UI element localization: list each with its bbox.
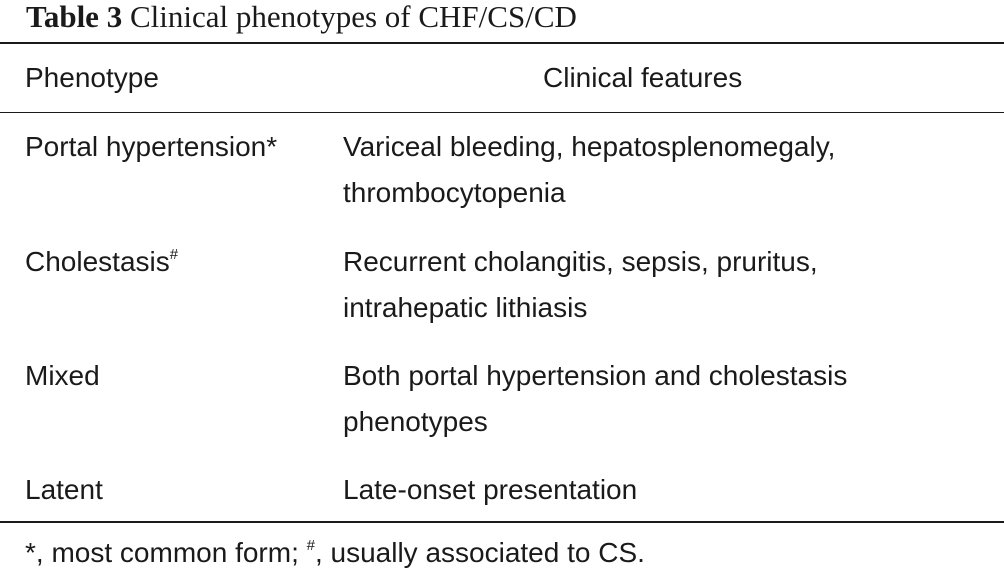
table-footnote: [25, 530, 645, 576]
row-phenotype-mixed: [25, 353, 100, 399]
header-rule: [0, 112, 1004, 113]
phenotype-mark: *: [266, 131, 278, 162]
row-features-line: Both portal hypertension and cholestasis: [343, 360, 848, 391]
footnote-mark-hash: #: [306, 537, 315, 554]
footnote-mark-asterisk: *: [25, 537, 36, 568]
row-features-line: Late-onset presentation: [343, 474, 638, 505]
table-number: Table 3: [26, 0, 123, 34]
phenotype-label: Latent: [25, 474, 103, 505]
table-title: Clinical phenotypes of CHF/CS/CD: [129, 0, 577, 34]
row-features-line: thrombocytopenia: [343, 177, 566, 208]
row-features-line: Recurrent cholangitis, sepsis, pruritus,: [343, 246, 818, 277]
phenotype-label: Cholestasis: [25, 246, 170, 277]
row-features-line: phenotypes: [343, 406, 488, 437]
row-phenotype-cholestasis: [25, 239, 178, 285]
row-features-line: Variceal bleeding, hepatosplenomegaly,: [343, 131, 836, 162]
row-features-line: intrahepatic lithiasis: [343, 292, 588, 323]
bottom-rule: [0, 521, 1004, 523]
phenotype-mark: #: [169, 246, 179, 263]
table-caption: [26, 0, 577, 34]
row-phenotype-latent: [25, 467, 103, 513]
row-phenotype-portal-hypertension: [25, 124, 277, 170]
phenotype-label: Mixed: [25, 360, 100, 391]
header-clinical-features: Clinical features: [543, 62, 743, 93]
footnote-text: , most common form;: [35, 537, 307, 568]
footnote-text: , usually associated to CS.: [314, 537, 645, 568]
header-phenotype: Phenotype: [25, 62, 159, 93]
top-rule: [0, 42, 1004, 44]
phenotype-label: Portal hypertension: [25, 131, 267, 162]
